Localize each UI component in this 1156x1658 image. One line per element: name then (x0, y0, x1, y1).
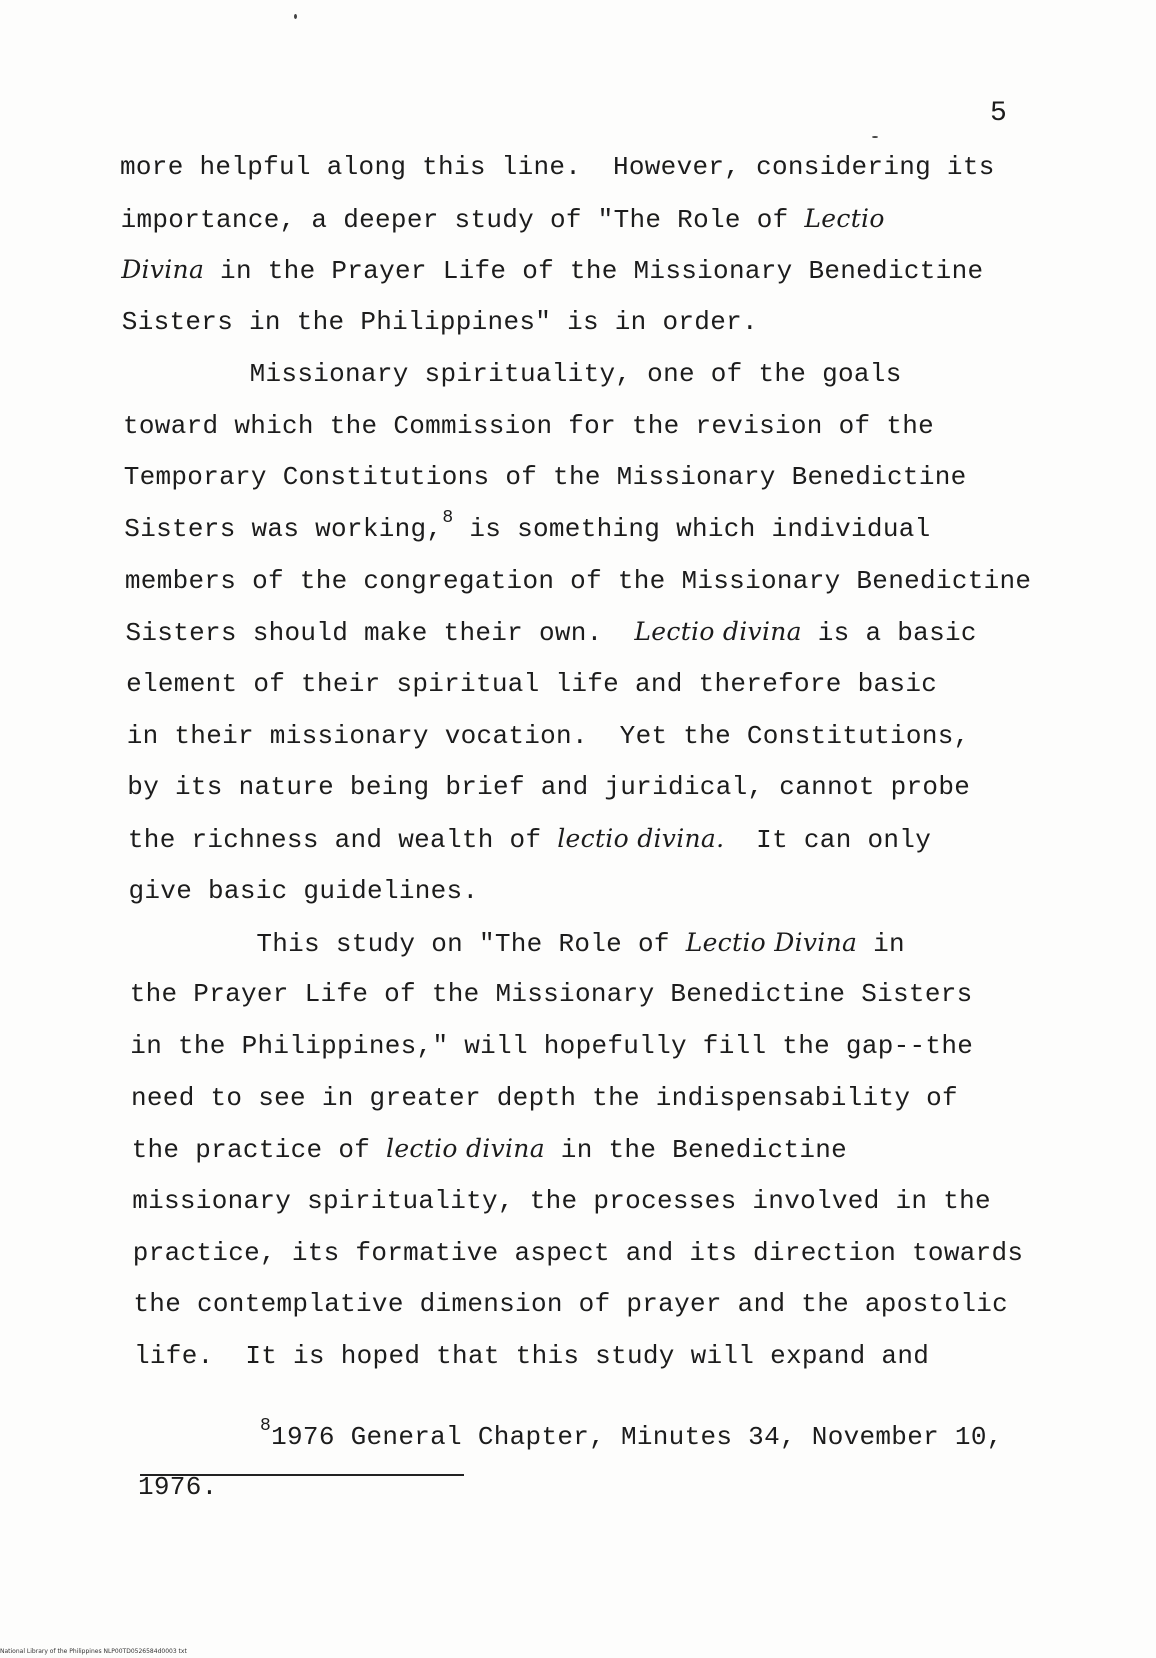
line-text: members of the congregation of the Missionary Benedictine (124, 565, 1032, 596)
text-line (129, 928, 905, 959)
line-text: give basic guidelines. (128, 875, 479, 906)
text-line (130, 1031, 973, 1061)
text-line (126, 669, 937, 699)
italic-term: Lectio (804, 203, 885, 233)
text-line (121, 255, 983, 286)
text-line (132, 1186, 991, 1216)
text-line (131, 1083, 958, 1113)
line-text: life. It is hoped that this study will expand and (134, 1341, 930, 1372)
text-line (132, 1134, 847, 1165)
text-line (129, 876, 479, 906)
footnote-marker: 8 (260, 1416, 272, 1437)
page-number: 5 (990, 98, 1007, 129)
line-text: the richness and wealth of (127, 825, 558, 856)
text-line (133, 1289, 1008, 1319)
line-text: missionary spirituality, the processes involved in the (132, 1186, 991, 1216)
scan-speck (872, 136, 878, 138)
footnote-line-2 (138, 1472, 218, 1502)
text-line (121, 204, 885, 235)
line-text: Sisters should make their own. (125, 618, 635, 649)
line-text: element of their spiritual life and therefore basic (126, 669, 938, 699)
italic-term: lectio divina (386, 1134, 545, 1164)
text-line (130, 979, 973, 1009)
line-text: Missionary spirituality, one of the goals (122, 358, 902, 389)
line-text: need to see in greater depth the indispensability of (131, 1082, 958, 1113)
text-line (125, 566, 1031, 596)
text-line (127, 772, 970, 802)
italic-term: Lectio divina (634, 617, 802, 647)
text-line (122, 359, 901, 389)
line-text: the contemplative dimension of prayer and the apostolic (133, 1289, 1009, 1320)
italic-term: lectio divina. (557, 824, 725, 854)
line-text: in the Benedictine (544, 1135, 848, 1166)
footnote-text-continued: 1976. (138, 1472, 218, 1502)
line-text: importance, a deeper study of "The Role of (120, 204, 805, 235)
text-line (128, 824, 931, 855)
line-text: by its nature being brief and juridical, cannot probe (127, 772, 971, 803)
line-text: more helpful along this line. However, considering its (120, 152, 995, 182)
line-text: Temporary Constitutions of the Missionary Benedictine (123, 462, 967, 493)
line-text: in their missionary vocation. Yet the Constitutions, (126, 720, 970, 751)
text-line (120, 152, 995, 182)
text-line (127, 721, 970, 751)
text-line (134, 1341, 929, 1371)
line-text: the practice of (131, 1135, 387, 1166)
line-text: It can only (724, 825, 932, 856)
line-text: practice, its formative aspect and its direction towards (132, 1237, 1024, 1268)
line-text: is a basic (801, 618, 977, 649)
line-text: is something which individual (453, 513, 931, 544)
line-text: Sisters was working, (124, 513, 443, 544)
text-line (133, 1238, 1024, 1268)
footnote-line-1 (260, 1416, 1003, 1452)
italic-term: Lectio Divina (685, 927, 858, 957)
scan-speck (294, 14, 297, 19)
text-line (124, 462, 967, 492)
italic-term: Divina (121, 255, 205, 285)
line-text: Sisters in the Philippines" is in order. (121, 307, 758, 338)
line-text: in the Prayer Life of the Missionary Benedictine (204, 256, 984, 287)
footnote-text: 1976 General Chapter, Minutes 34, November 10, (271, 1422, 1003, 1452)
footnote-reference: 8 (442, 508, 454, 529)
archive-caption: National Library of the Philippines NLP00TD0526584d0003 txt (0, 1648, 187, 1655)
text-line (124, 508, 931, 544)
line-text: the Prayer Life of the Missionary Benedictine Sisters (129, 979, 973, 1010)
text-line (123, 411, 934, 441)
text-line (122, 307, 758, 337)
line-text: toward which the Commission for the revision of the (123, 410, 935, 441)
text-line (126, 617, 977, 648)
line-text: in the Philippines," will hopefully fill the gap--the (130, 1030, 974, 1061)
line-text: in (857, 928, 905, 959)
line-text: This study on "The Role of (129, 928, 686, 959)
